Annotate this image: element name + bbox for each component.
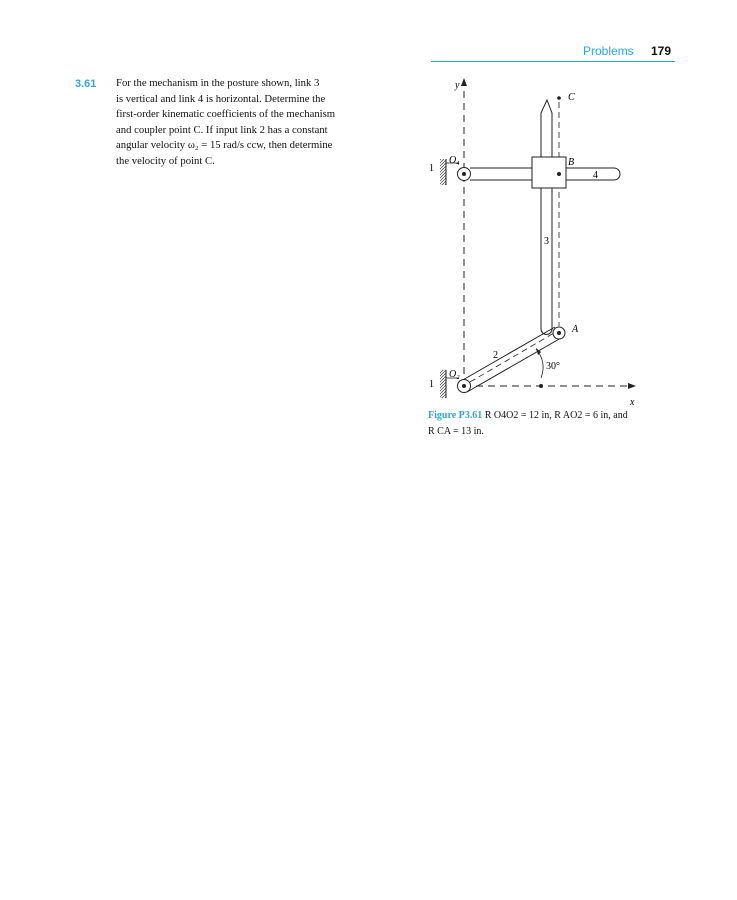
x-axis-label: x xyxy=(630,397,635,408)
point-a-label: A xyxy=(572,324,579,335)
problem-line: and coupler point C. If input link 2 has a constant xyxy=(116,123,328,136)
problem-line: For the mechanism in the posture shown, link 3 xyxy=(116,77,320,89)
problem-line: is vertical and link 4 is horizontal. Determine the xyxy=(116,92,326,105)
point-b-label: B xyxy=(568,157,575,168)
y-axis-arrowhead xyxy=(461,78,467,86)
ground-upper-label: 1 xyxy=(429,163,434,174)
problem-number: 3.61 xyxy=(75,78,97,90)
ground-lower-label: 1 xyxy=(429,379,434,390)
pivot-o2 xyxy=(458,380,471,393)
figure-caption-line2: R CA = 13 in. xyxy=(428,426,484,437)
pivot-o2-label: O₂ xyxy=(449,369,460,380)
link-2 xyxy=(461,327,561,392)
pivot-o4 xyxy=(458,168,471,181)
joint-a xyxy=(553,327,565,339)
y-axis-label: y xyxy=(455,80,460,91)
joint-b xyxy=(557,172,561,176)
link-3-label: 3 xyxy=(544,236,549,247)
link-2-label: 2 xyxy=(493,350,498,361)
link-3 xyxy=(541,100,559,335)
figure-caption-line1 xyxy=(428,410,628,421)
link-4-label: 4 xyxy=(593,170,598,181)
problem-line: angular velocity ω₂ = 15 rad/s ccw, then determine xyxy=(116,139,333,152)
angle-label: 30° xyxy=(546,361,560,372)
header-section-title: Problems xyxy=(583,44,634,58)
problem-line: the velocity of point C. xyxy=(116,154,215,167)
point-c-marker xyxy=(557,96,561,100)
header-page-number: 179 xyxy=(651,44,672,58)
point-c-label: C xyxy=(568,92,575,103)
x-axis-point xyxy=(539,384,543,388)
slider-block xyxy=(532,157,566,188)
figure-caption-label: Figure P3.61 xyxy=(428,410,483,421)
problem-line: first-order kinematic coefficients of the mechanism xyxy=(116,108,336,121)
pivot-o4-label: O₄ xyxy=(449,155,460,166)
x-axis-arrowhead xyxy=(628,383,636,389)
figure-caption-text: R O4O2 = 12 in, R AO2 = 6 in, and xyxy=(484,410,628,421)
